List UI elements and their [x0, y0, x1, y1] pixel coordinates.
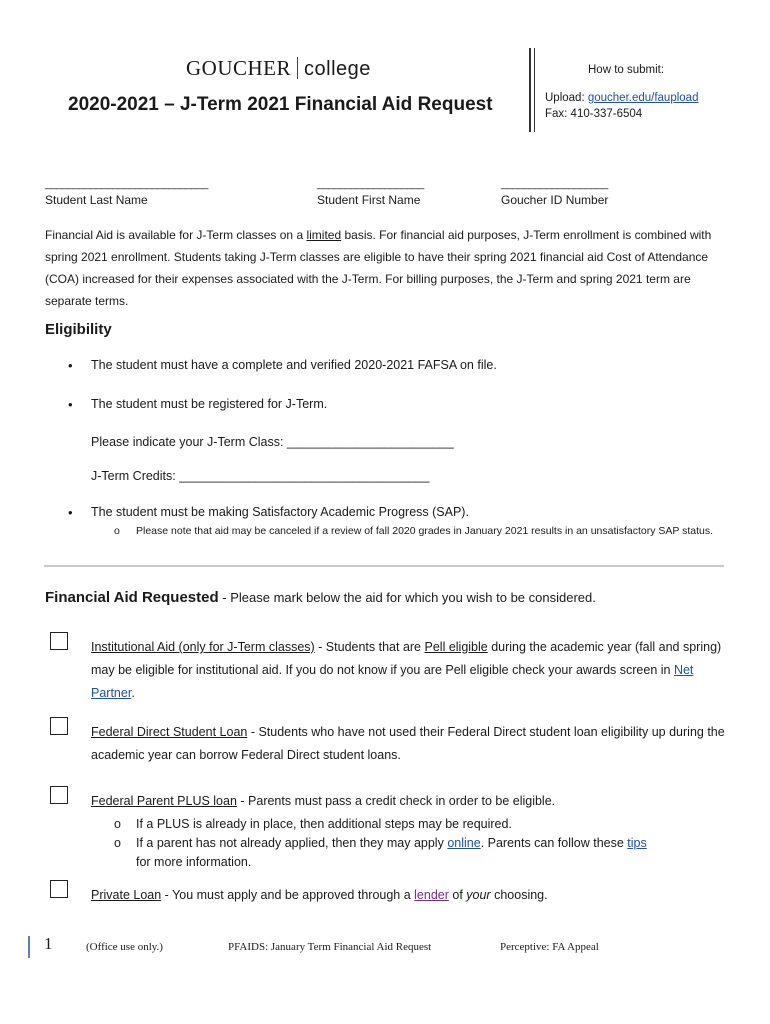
id-blank[interactable]: ___________________: [501, 178, 608, 190]
plus-sub-2-text-b: . Parents can follow these: [480, 836, 628, 850]
page-number-bar: [28, 936, 30, 958]
intro-text-1: Financial Aid is available for J-Term classes on a: [45, 228, 307, 242]
bullet-icon: •: [68, 358, 73, 373]
direct-loan-item: [91, 721, 731, 767]
office-use: (Office use only.): [86, 941, 163, 953]
private-loan-text-3: choosing.: [490, 888, 548, 902]
pfaids-note: PFAIDS: January Term Financial Aid Request: [228, 941, 432, 953]
fax-number: Fax: 410-337-6504: [545, 108, 643, 120]
intro-paragraph: [45, 224, 725, 312]
eligibility-bullet-1: The student must have a complete and verified 2020-2021 FAFSA on file.: [91, 358, 497, 372]
eligibility-bullet-3: The student must be making Satisfactory Academic Progress (SAP).: [91, 505, 469, 519]
net-partner-link[interactable]: Net Partner: [91, 663, 694, 700]
bullet-icon: •: [68, 505, 73, 520]
last-name-blank[interactable]: _____________________________: [45, 178, 208, 190]
class-blank[interactable]: ________________________: [286, 435, 454, 449]
logo-sub: college: [304, 58, 371, 80]
aid-heading-note: - Please mark below the aid for which you wish to be considered.: [218, 590, 596, 605]
logo-main: GOUCHER: [186, 56, 292, 80]
first-name-label: Student First Name: [317, 193, 421, 207]
credits-prompt: J-Term Credits:: [91, 469, 180, 483]
upload-line: [545, 92, 698, 104]
goucher-logo: [186, 56, 371, 81]
institutional-aid-end: .: [131, 686, 135, 700]
plus-sub-1: If a PLUS is already in place, then additional steps may be required.: [136, 817, 512, 831]
plus-loan-title: Federal Parent PLUS loan: [91, 794, 237, 808]
private-loan-text-1: - You must apply and be approved through a: [161, 888, 415, 902]
institutional-aid-title: Institutional Aid (only for J-Term classes): [91, 640, 315, 654]
how-to-submit: How to submit:: [588, 64, 665, 76]
intro-text-2: basis. For financial aid purposes, J-Term enrollment is combined with spring 2021 enrollment. Students taking J-Term classes are eligible to have their spring 2021 financial aid Cost of Attendance (COA) increased for their expenses associated with the J-Term. For billing purposes, the J-Term and spring 2021 term are separate terms.: [45, 228, 712, 308]
upload-link[interactable]: goucher.edu/faupload: [587, 92, 699, 104]
institutional-aid-checkbox[interactable]: [50, 632, 68, 650]
institutional-aid-text-1: - Students that are: [314, 640, 425, 654]
pell-eligible: Pell eligible: [424, 640, 488, 654]
institutional-aid-text-2: during the academic year (fall and spring) may be eligible for institutional aid. If you do not know if you are Pell eligible check your awards screen in: [91, 640, 722, 677]
institutional-aid-item: [91, 636, 731, 705]
plus-sub-2-cont: for more information.: [136, 855, 252, 869]
direct-loan-text: - Students who have not used their Federal Direct student loan eligibility up during the academic year can borrow Federal Direct student loans.: [91, 725, 725, 762]
sub-bullet-icon: o: [114, 836, 121, 850]
header-divider-2: [534, 48, 535, 132]
perceptive-note: Perceptive: FA Appeal: [500, 941, 599, 953]
plus-loan-item: [91, 790, 731, 813]
credits-line: [91, 469, 429, 483]
eligibility-heading: Eligibility: [45, 321, 112, 338]
lender-link[interactable]: lender: [414, 888, 449, 902]
aid-heading-line: [45, 589, 596, 606]
sap-note: Please note that aid may be canceled if a review of fall 2020 grades in January 2021 results in an unsatisfactory SAP status.: [136, 525, 714, 537]
private-loan-text-2: of: [448, 888, 467, 902]
plus-sub-2-text-a: If a parent has not already applied, then they may apply: [136, 836, 448, 850]
last-name-label: Student Last Name: [45, 193, 148, 207]
tips-link[interactable]: tips: [627, 836, 647, 850]
online-link[interactable]: online: [447, 836, 481, 850]
upload-label: Upload:: [545, 92, 588, 104]
private-loan-title: Private Loan: [91, 888, 162, 902]
class-prompt: Please indicate your J-Term Class:: [91, 435, 287, 449]
private-loan-item: [91, 884, 731, 907]
eligibility-bullet-2: The student must be registered for J-Term.: [91, 397, 328, 411]
plus-loan-checkbox[interactable]: [50, 786, 68, 804]
header-divider: [529, 48, 531, 132]
intro-limited: limited: [306, 228, 342, 242]
first-name-blank[interactable]: ___________________: [317, 178, 424, 190]
sub-bullet-icon: o: [114, 525, 120, 537]
credits-blank[interactable]: ____________________________________: [179, 469, 430, 483]
private-loan-checkbox[interactable]: [50, 880, 68, 898]
plus-loan-text: - Parents must pass a credit check in order to be eligible.: [236, 794, 556, 808]
aid-heading: Financial Aid Requested: [45, 589, 219, 606]
sub-bullet-icon: o: [114, 817, 121, 831]
class-line: [91, 435, 454, 449]
page-number: 1: [44, 934, 53, 953]
logo-divider: [297, 57, 298, 79]
bullet-icon: •: [68, 397, 73, 412]
direct-loan-title: Federal Direct Student Loan: [91, 725, 248, 739]
section-divider: [44, 565, 724, 567]
page-title: 2020-2021 – J-Term 2021 Financial Aid Request: [68, 94, 493, 115]
private-loan-your: your: [466, 888, 491, 902]
id-label: Goucher ID Number: [501, 193, 609, 207]
plus-sub-2: [136, 836, 647, 850]
direct-loan-checkbox[interactable]: [50, 717, 68, 735]
